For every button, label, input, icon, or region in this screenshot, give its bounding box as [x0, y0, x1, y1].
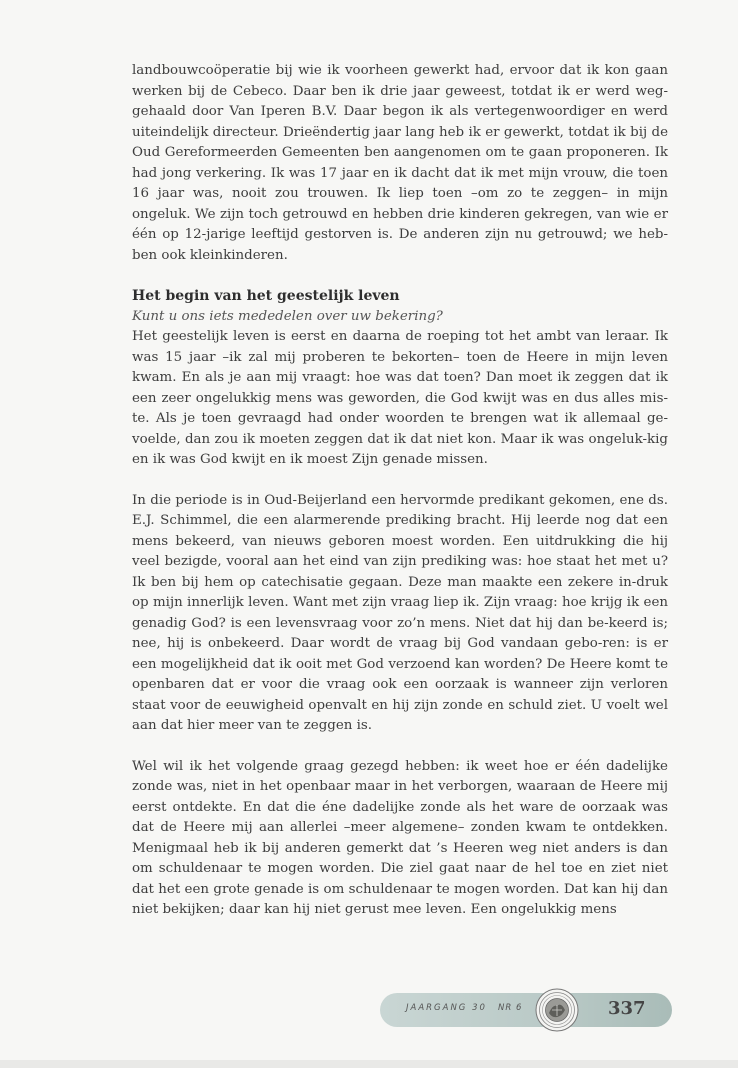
intro-paragraph: landbouwcoöperatie bij wie ik voorheen gewerkt had, ervoor dat ik kon gaan werken bij de Cebeco. Daar ben ik drie jaar geweest, totdat ik er werd weg-gehaald door Van Iperen B.V. Daar begon ik als vertegenwoordiger en werd uiteindelijk directeur. Drieëndertig jaar lang heb ik er gewerkt, totdat ik bij de Oud Gereformeerden Gemeenten ben aangenomen om te gaan proponeren. Ik had jong verkering. Ik was 17 jaar en ik dacht dat ik met mijn vrouw, die toen 16 jaar was, nooit zou trouwen. Ik liep toen –om zo te zeggen– in mijn ongeluk. We zijn toch getrouwd en hebben drie kinderen gekregen, van wie er één op 12-jarige leeftijd gestorven is. De anderen zijn nu getrouwd; we heb-ben ook kleinkinderen. — [132, 63, 668, 263]
section-heading: Het begin van het geestelijk leven — [132, 288, 400, 304]
footer-issue: NR 6 — [498, 1003, 523, 1013]
section-question: Kunt u ons iets mededelen over uw bekering? — [132, 308, 443, 324]
page-footer — [380, 988, 672, 1032]
paragraph-3: In die periode is in Oud-Beijerland een hervormde predikant gekomen, ene ds. E.J. Schimmel, die een alarmerende prediking bracht. Hij leerde nog dat een mens bekeerd, van nieuws geboren moest worden. Een uitdrukking die hij veel bezigde, vooral aan het eind van zijn prediking was: hoe staat het met u? Ik ben bij hem op catechisatie gegaan. Deze man maakte een zekere in-druk op mijn innerlijk leven. Want met zijn vraag liep ik. Zijn vraag: hoe krijg ik een genadig God? is een levensvraag voor zo’n mens. Niet dat hij dan be-keerd is; nee, hij is onbekeerd. Daar wordt de vraag bij God vandaan gebo-ren: is er een mogelijkheid dat ik ooit met God verzoend kan worden? De Heere komt te openbaren dat er voor die vraag ook een oorzaak is wanneer zijn verloren staat voor de eeuwigheid openvalt en hij zijn zonde en schuld ziet. U voelt wel aan dat hier meer van te zeggen is. — [132, 492, 668, 733]
seal-emblem-icon — [535, 988, 579, 1032]
page-number: 337 — [608, 998, 646, 1019]
paragraph-2: Het geestelijk leven is eerst en daarna de roeping tot het ambt van leraar. Ik was 15 jaar –ik zal mij proberen te bekorten– toen de Heere in mijn leven kwam. En als je aan mij vraagt: hoe was dat toen? Dan moet ik zeggen dat ik een zeer ongelukkig mens was geworden, die God kwijt was en dus alles mis-te. Als je toen gevraagd had onder woorden te brengen wat ik allemaal ge-voelde, dan zou ik moeten zeggen dat ik dat niet kon. Maar ik was ongeluk-kig en ik was God kwijt en ik moest Zijn genade missen. — [132, 329, 668, 467]
article-body — [132, 61, 668, 921]
footer-journal: JAARGANG 30 — [406, 1003, 487, 1013]
paragraph-4: Wel wil ik het volgende graag gezegd hebben: ik weet hoe er één dadelijke zonde was, niet in het openbaar maar in het verborgen, waaraan de Heere mij eerst ontdekte. En dat die éne dadelijke zonde als het ware de oorzaak was dat de Heere mij aan allerlei –meer algemene– zonden kwam te ontdekken. Menigmaal heb ik bij anderen gemerkt dat ’s Heeren weg niet anders is dan om schuldenaar te mogen worden. Die ziel gaat naar de hel toe en ziet niet dat het een grote genade is om schuldenaar te mogen worden. Dat kan hij dan niet bekijken; daar kan hij niet gerust mee leven. Een ongelukkig mens — [132, 758, 668, 917]
page-bottom-edge — [0, 1060, 738, 1068]
